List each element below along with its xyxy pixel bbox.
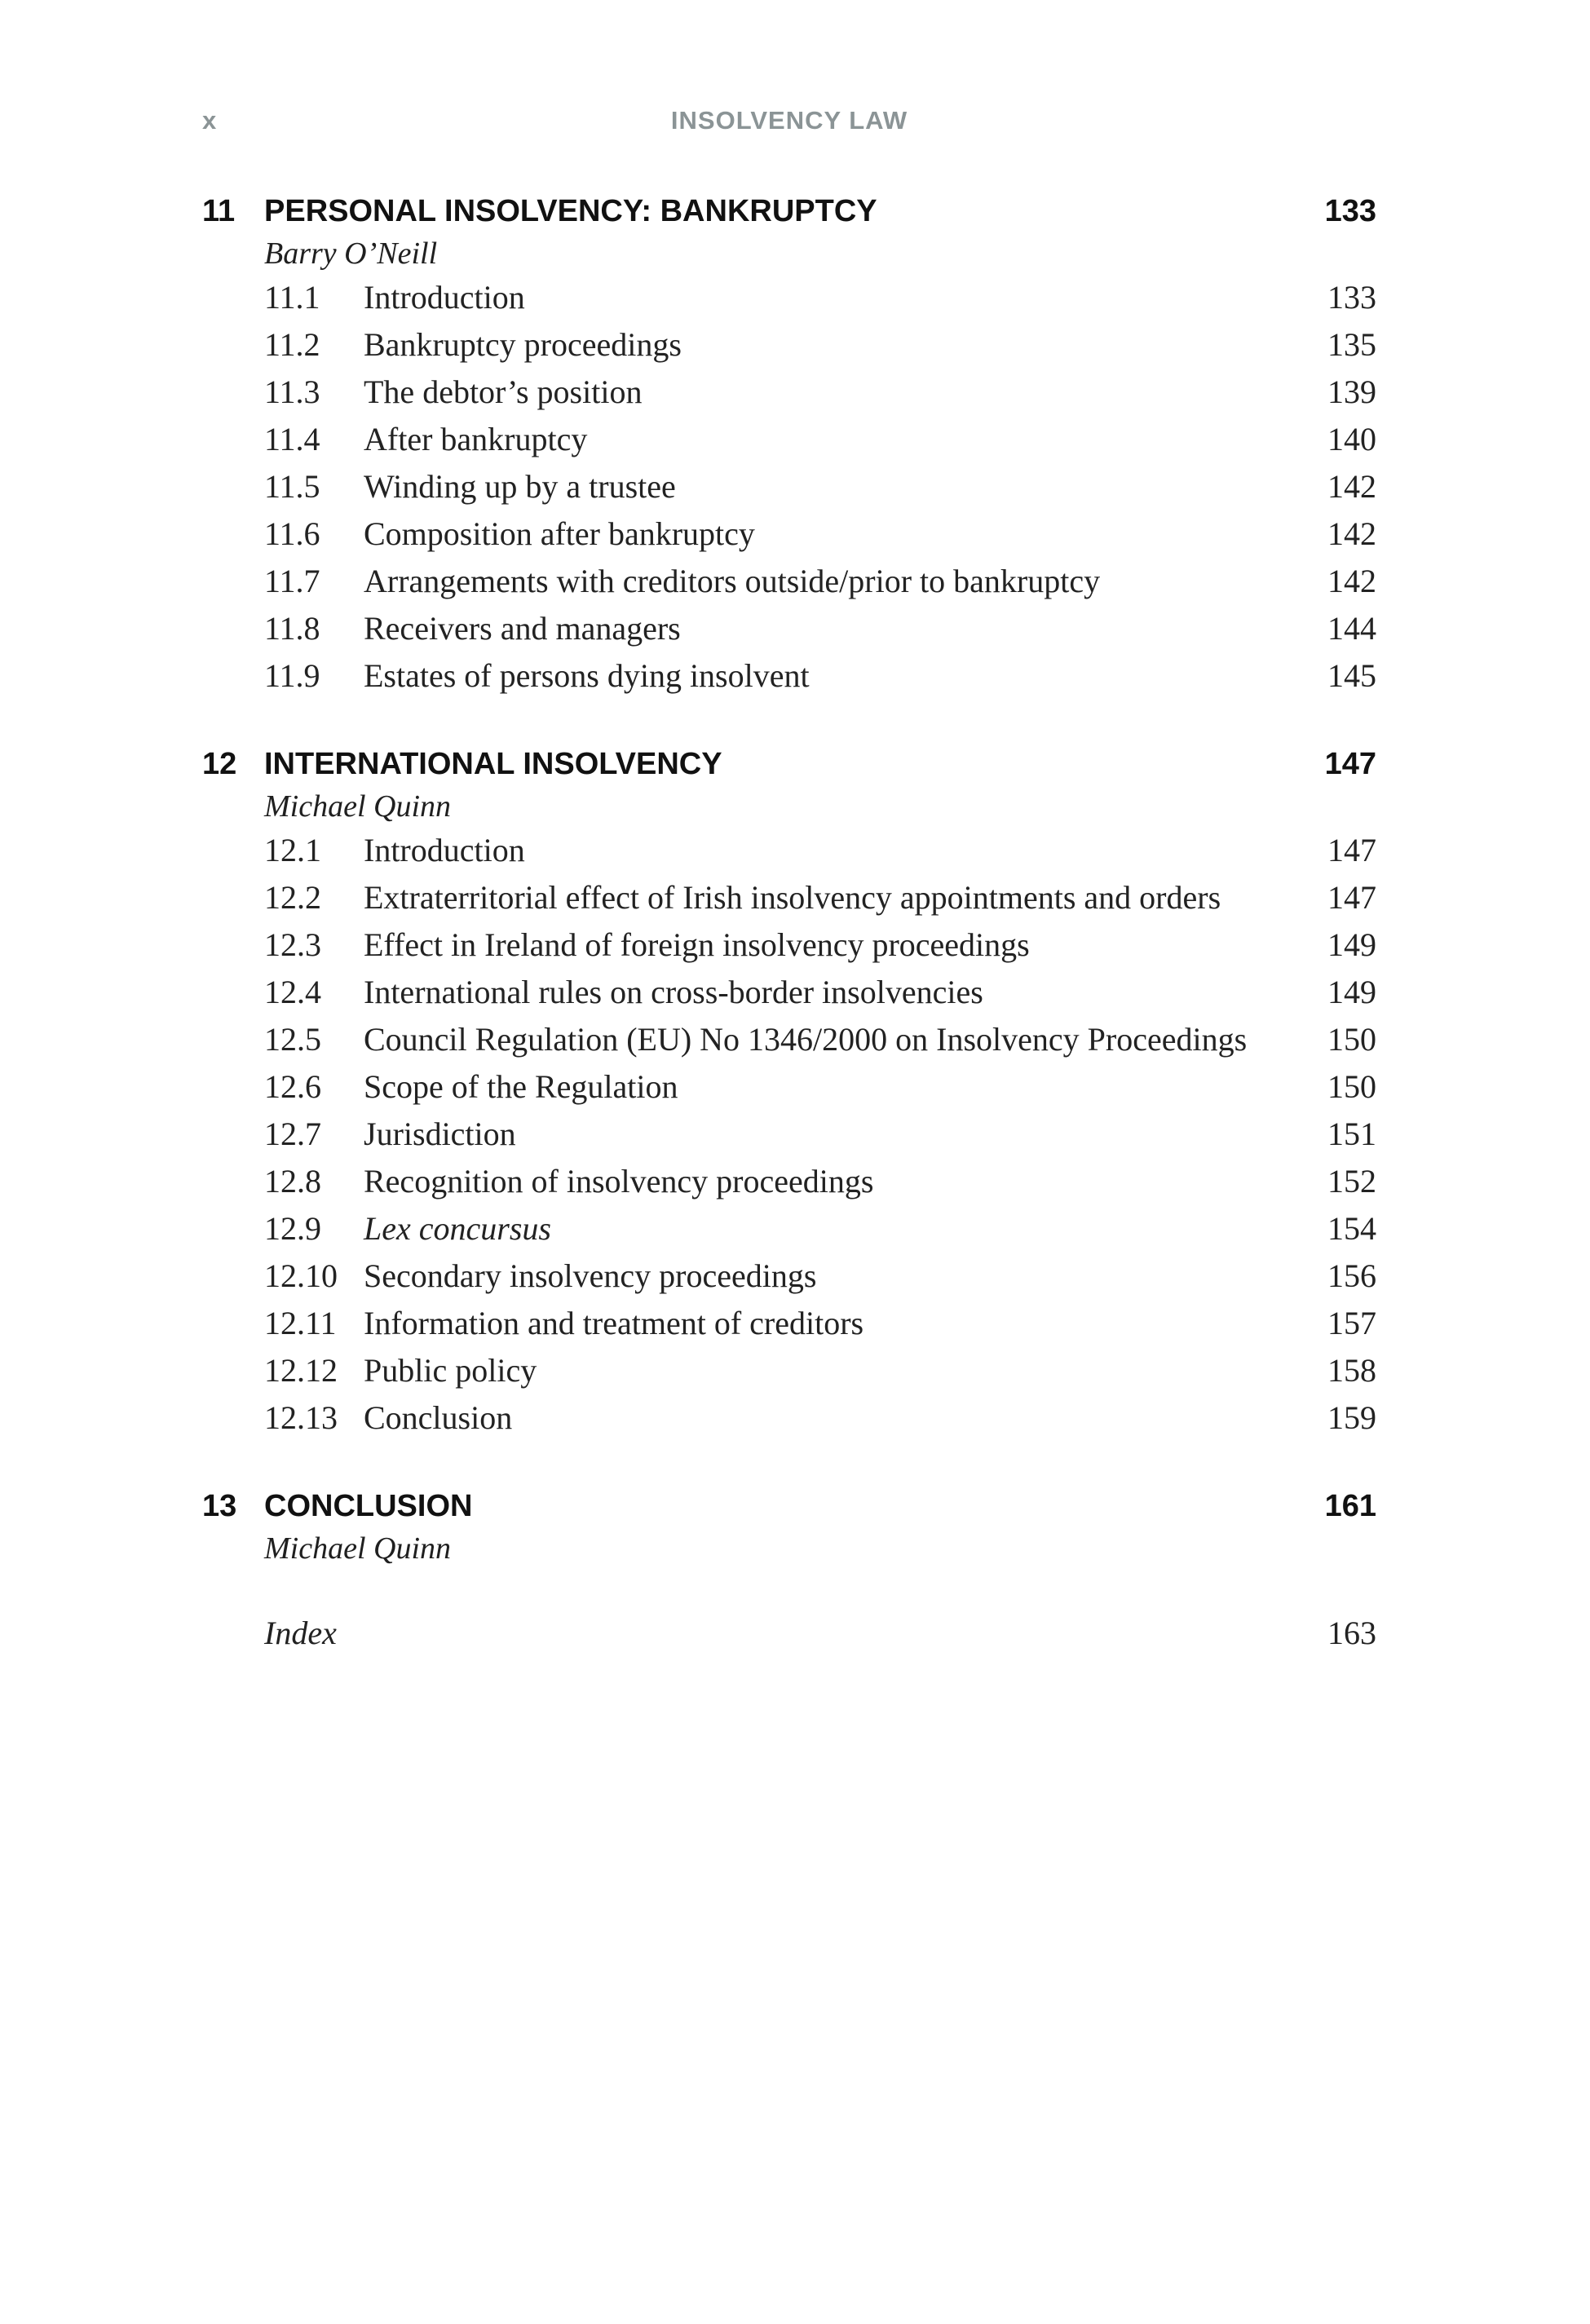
section-number: 12.8 <box>264 1163 321 1200</box>
section-number: 12.6 <box>264 1068 321 1105</box>
section-page-number: 139 <box>1327 373 1376 410</box>
section-title: Recognition of insolvency proceedings <box>364 1163 874 1200</box>
section-page-number: 147 <box>1327 832 1376 868</box>
section-number: 12.9 <box>264 1210 321 1247</box>
index-label: Index <box>264 1615 337 1651</box>
section-number: 12.11 <box>264 1305 337 1341</box>
section-number: 12.2 <box>264 879 321 916</box>
table-of-contents <box>202 188 1376 1657</box>
section-page-number: 145 <box>1327 657 1376 694</box>
chapter-title: CONCLUSION <box>264 1489 473 1523</box>
section-page-number: 151 <box>1327 1116 1376 1152</box>
toc-entry[interactable] <box>202 416 1376 463</box>
index-entry[interactable] <box>202 1610 1376 1657</box>
section-title: Jurisdiction <box>364 1116 516 1152</box>
section-page-number: 135 <box>1327 326 1376 363</box>
section-page-number: 140 <box>1327 421 1376 457</box>
section-title: Public policy <box>364 1352 537 1389</box>
section-number: 11.9 <box>264 657 320 694</box>
chapter-number: 11 <box>202 194 236 228</box>
section-number: 12.10 <box>264 1257 338 1294</box>
section-number: 11.2 <box>264 326 320 363</box>
section-number: 11.4 <box>264 421 320 457</box>
section-number: 12.5 <box>264 1021 321 1058</box>
section-title: Lex concursus <box>364 1210 551 1247</box>
toc-entry[interactable] <box>202 1205 1376 1253</box>
section-title: Composition after bankruptcy <box>364 515 755 552</box>
index-page-number: 163 <box>1327 1615 1376 1651</box>
section-number: 12.13 <box>264 1399 338 1436</box>
section-page-number: 159 <box>1327 1399 1376 1436</box>
toc-entry[interactable] <box>202 321 1376 369</box>
toc-entry[interactable] <box>202 1394 1376 1442</box>
toc-entry[interactable] <box>202 1158 1376 1205</box>
section-title: Estates of persons dying insolvent <box>364 657 810 694</box>
section-title: Extraterritorial effect of Irish insolvency appointments and orders <box>364 879 1221 916</box>
chapter-author: Michael Quinn <box>264 1531 452 1566</box>
section-title: Information and treatment of creditors <box>364 1305 864 1341</box>
toc-entry[interactable] <box>202 827 1376 874</box>
toc-entry[interactable] <box>202 1063 1376 1111</box>
chapter-author: Michael Quinn <box>264 789 452 824</box>
section-page-number: 152 <box>1327 1163 1376 1200</box>
section-title: Receivers and managers <box>364 610 681 647</box>
toc-entry[interactable] <box>202 874 1376 921</box>
toc-entry[interactable] <box>202 274 1376 321</box>
section-title: Winding up by a trustee <box>364 468 676 505</box>
section-title: Effect in Ireland of foreign insolvency proceedings <box>364 926 1030 963</box>
chapter-heading[interactable] <box>202 188 1376 235</box>
toc-entry[interactable] <box>202 1347 1376 1394</box>
section-page-number: 149 <box>1327 974 1376 1010</box>
chapter-title: PERSONAL INSOLVENCY: BANKRUPTCY <box>264 194 877 228</box>
section-page-number: 142 <box>1327 515 1376 552</box>
section-number: 11.8 <box>264 610 320 647</box>
chapter-11 <box>202 188 1376 700</box>
toc-entry[interactable] <box>202 969 1376 1016</box>
section-page-number: 142 <box>1327 468 1376 505</box>
toc-entry[interactable] <box>202 369 1376 416</box>
toc-entry[interactable] <box>202 921 1376 969</box>
chapter-page-number: 147 <box>1324 747 1376 781</box>
section-title: Arrangements with creditors outside/prior to bankruptcy <box>364 563 1101 599</box>
section-number: 12.1 <box>264 832 321 868</box>
book-title: INSOLVENCY LAW <box>670 106 908 135</box>
page-folio: x <box>202 106 218 135</box>
section-number: 11.5 <box>264 468 320 505</box>
section-title: Introduction <box>364 279 525 316</box>
running-head <box>202 106 1376 142</box>
section-number: 12.12 <box>264 1352 338 1389</box>
chapter-title: INTERNATIONAL INSOLVENCY <box>264 747 722 781</box>
section-number: 11.7 <box>264 563 320 599</box>
section-title: Secondary insolvency proceedings <box>364 1257 817 1294</box>
chapter-page-number: 161 <box>1324 1489 1376 1523</box>
section-number: 11.3 <box>264 373 320 410</box>
section-page-number: 133 <box>1327 279 1376 316</box>
chapter-number: 13 <box>202 1489 237 1523</box>
section-title: Bankruptcy proceedings <box>364 326 682 363</box>
chapter-author: Barry O’Neill <box>264 236 438 271</box>
section-title: International rules on cross-border insolvencies <box>364 974 983 1010</box>
section-page-number: 149 <box>1327 926 1376 963</box>
section-page-number: 158 <box>1327 1352 1376 1389</box>
toc-entry[interactable] <box>202 1016 1376 1063</box>
section-title: Scope of the Regulation <box>364 1068 678 1105</box>
section-number: 12.4 <box>264 974 321 1010</box>
toc-entry[interactable] <box>202 652 1376 700</box>
section-page-number: 157 <box>1327 1305 1376 1341</box>
section-number: 12.7 <box>264 1116 321 1152</box>
chapter-number: 12 <box>202 747 237 781</box>
toc-entry[interactable] <box>202 1111 1376 1158</box>
section-page-number: 142 <box>1327 563 1376 599</box>
chapter-heading[interactable] <box>202 1482 1376 1530</box>
section-page-number: 144 <box>1327 610 1376 647</box>
section-title: The debtor’s position <box>364 373 643 410</box>
section-page-number: 147 <box>1327 879 1376 916</box>
section-page-number: 150 <box>1327 1068 1376 1105</box>
section-page-number: 156 <box>1327 1257 1376 1294</box>
section-title: Council Regulation (EU) No 1346/2000 on Insolvency Proceedings <box>364 1021 1248 1058</box>
section-page-number: 150 <box>1327 1021 1376 1058</box>
toc-entry[interactable] <box>202 1253 1376 1300</box>
chapter-12 <box>202 740 1376 1442</box>
section-number: 11.6 <box>264 515 320 552</box>
section-number: 11.1 <box>264 279 320 316</box>
section-number: 12.3 <box>264 926 321 963</box>
toc-entry[interactable] <box>202 605 1376 652</box>
toc-entry[interactable] <box>202 1300 1376 1347</box>
chapter-heading[interactable] <box>202 740 1376 788</box>
toc-entry[interactable] <box>202 558 1376 605</box>
chapter-page-number: 133 <box>1324 194 1376 228</box>
toc-entry[interactable] <box>202 510 1376 558</box>
section-page-number: 154 <box>1327 1210 1376 1247</box>
toc-entry[interactable] <box>202 463 1376 510</box>
chapter-13 <box>202 1482 1376 1569</box>
section-title: Conclusion <box>364 1399 513 1436</box>
section-title: After bankruptcy <box>364 421 588 457</box>
section-title: Introduction <box>364 832 525 868</box>
